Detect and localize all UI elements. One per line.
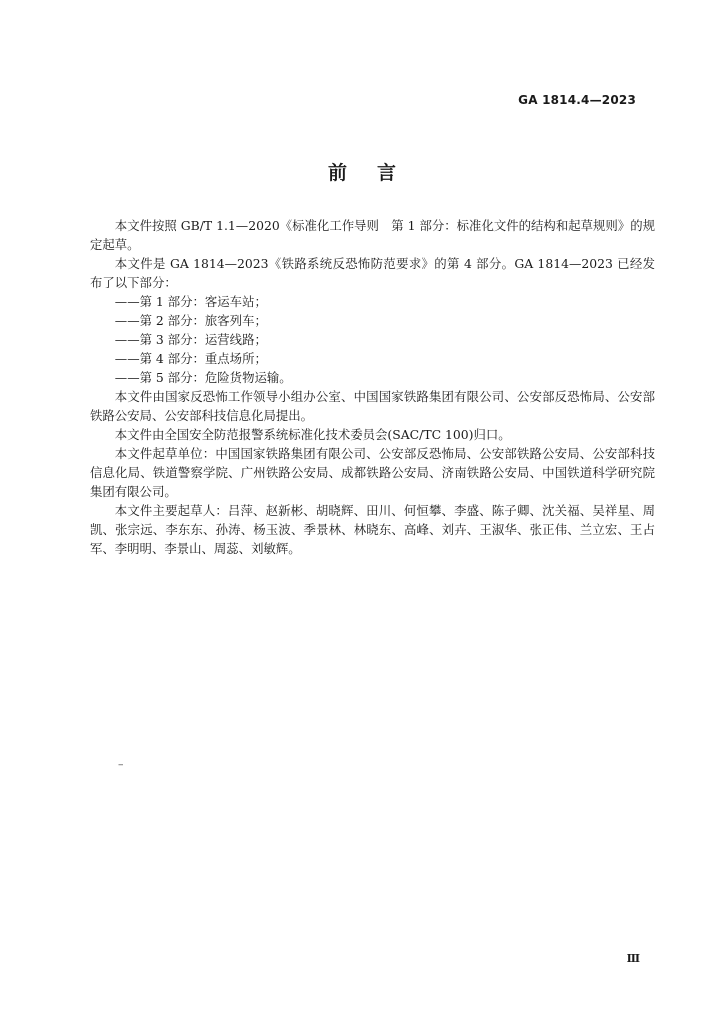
paragraph-drafters: 本文件主要起草人：吕萍、赵新彬、胡晓辉、田川、何恒攀、李盛、陈子卿、沈关福、吴祥星、周凯、张宗远、李东东、孙涛、杨玉波、季景林、林晓东、高峰、刘卉、王淑华、张正伟、兰立宏、王占军、李明明、李景山、周蕊、刘敏辉。 (90, 503, 655, 556)
paragraph-proposers: 本文件由国家反恐怖工作领导小组办公室、中国国家铁路集团有限公司、公安部反恐怖局、公安部铁路公安局、公安部科技信息化局提出。 (90, 389, 655, 423)
paragraph-committee: 本文件由全国安全防范报警系统标准化技术委员会(SAC/TC 100)归口。 (114, 427, 511, 442)
foreword-body (90, 216, 655, 558)
page-number: Ⅲ (626, 952, 640, 965)
list-item-part-1: ——第 1 部分：客运车站； (114, 294, 267, 309)
paragraph-drafting-rules: 本文件按照 GB/T 1.1—2020《标准化工作导则 第 1 部分：标准化文件的结构和起草规则》的规定起草。 (90, 218, 655, 252)
paragraph-drafting-units: 本文件起草单位：中国国家铁路集团有限公司、公安部反恐怖局、公安部铁路公安局、公安部科技信息化局、铁道警察学院、广州铁路公安局、成都铁路公安局、济南铁路公安局、中国铁道科学研究院集团有限公司。 (90, 446, 655, 499)
footnote-mark: – (118, 758, 124, 771)
document-code: GA 1814.4—2023 (518, 93, 636, 107)
page-title: 前言 (327, 162, 426, 184)
paragraph-series-parts: 本文件是 GA 1814—2023《铁路系统反恐怖防范要求》的第 4 部分。GA 1814—2023 已经发布了以下部分： (90, 256, 655, 290)
list-item-part-5: ——第 5 部分：危险货物运输。 (114, 370, 292, 385)
list-item-part-3: ——第 3 部分：运营线路； (114, 332, 267, 347)
list-item-part-4: ——第 4 部分：重点场所； (114, 351, 267, 366)
list-item-part-2: ——第 2 部分：旅客列车； (114, 313, 267, 328)
